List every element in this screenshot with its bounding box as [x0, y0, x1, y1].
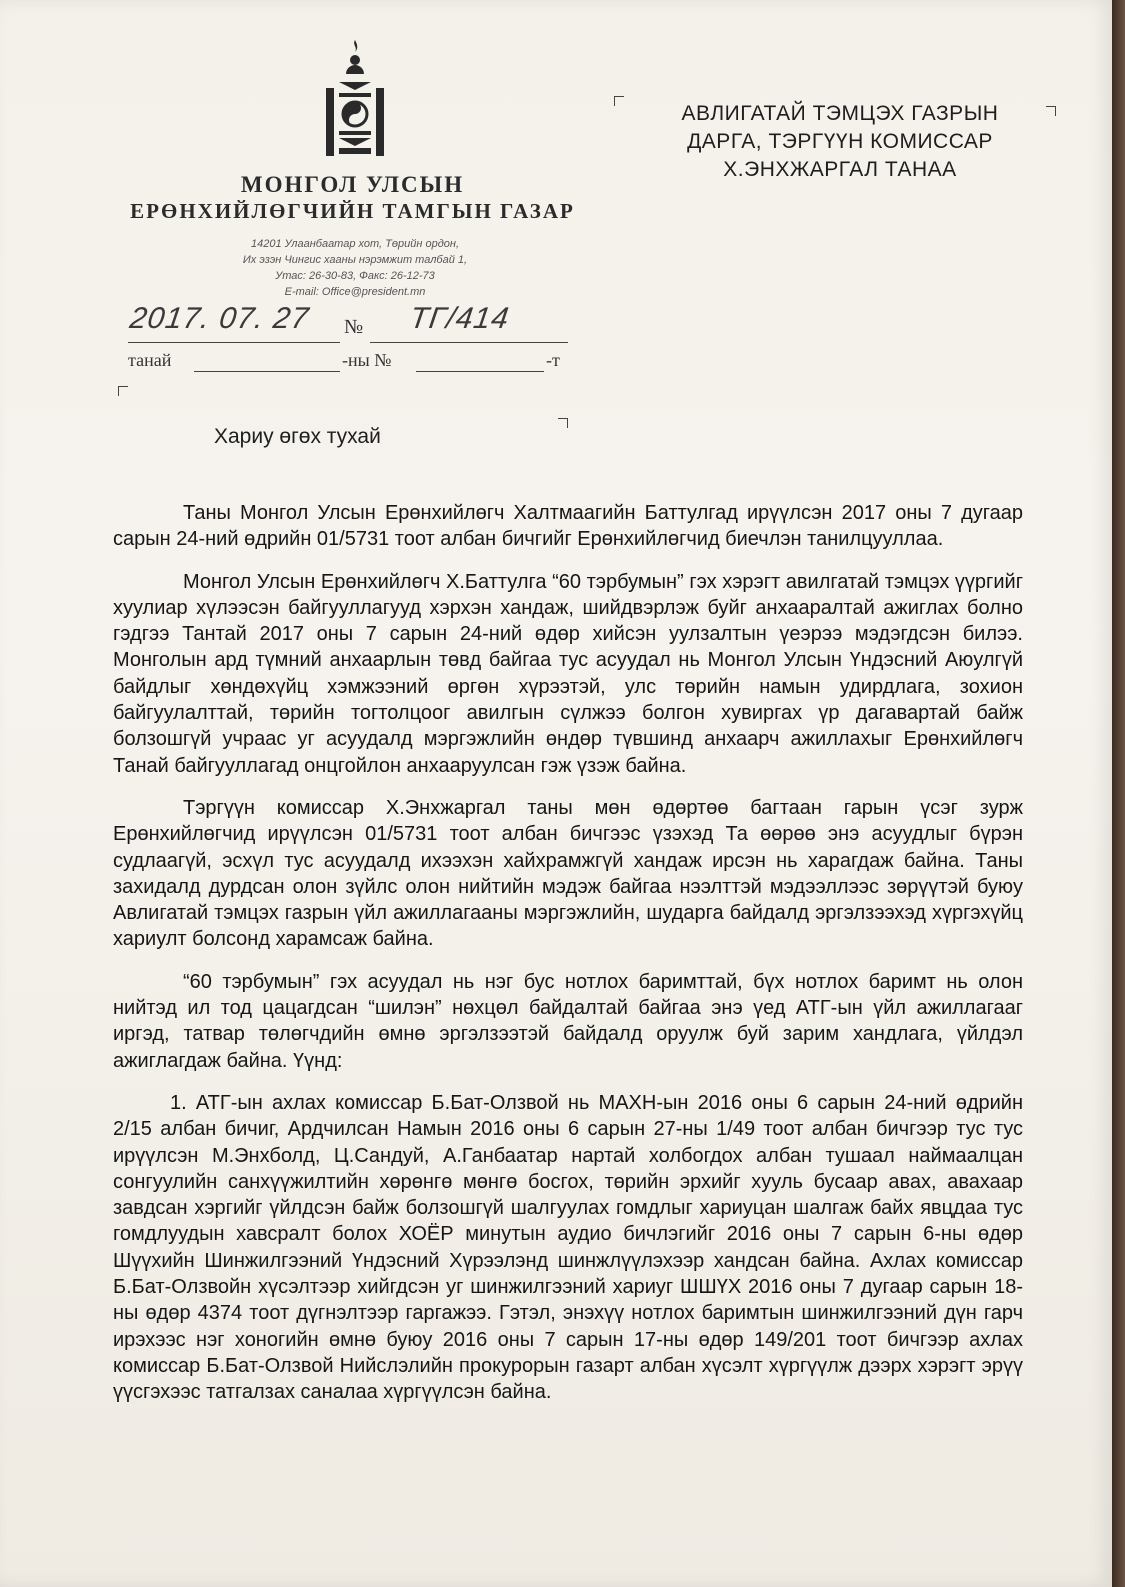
body-paragraph: Таны Монгол Улсын Ерөнхийлөгч Халтмаагийн Баттулгад ирүүлсэн 2017 оны 7 дугаар сарын 24-ний өдрийн 01/5731 тоот албан бичгийг Ерөнхийлөгчид биечлэн танилцууллаа. [113, 502, 1023, 551]
handwritten-number: ТГ/414 [407, 302, 512, 335]
issuer-line-1: МОНГОЛ УЛСЫН [240, 172, 465, 197]
body-paragraph: Монгол Улсын Ерөнхийлөгч Х.Баттулга “60 тэрбумын” гэх хэрэгт авилгатай тэмцэх үүргийг хуулиар хүлээсэн байгууллагууд хэрхэн хандаж, шийдвэрлэж буйг анхааралтай ажиглах болно гэдгээ Тантай 2017 оны 7 сарын 24-ний өдөр хийсэн уулзалтын үеэрээ мэдэгдсэн билээ. Монголын ард түмний анхаарлын төвд байгаа тус асуудал нь Монгол Улсын Үндэсний Аюулгүй байдлыг хөндөхүйц хэмжээний өргөн хүрээтэй, улс төрийн намын удирдлага, зохион байгуулалттай, төрийн тогтолцоог авилгын сүлжээ болгон хувиргах үр дагавартай байж болзошгүй учраас уг асуудалд мэргэжлийн өндөр түвшинд анхаарч ажиллахыг Ерөнхийлөгч Танай байгууллагад онцгойлон анхааруулсан гэж үзэж байна. [113, 570, 1023, 777]
bracket-corner [614, 96, 624, 106]
address-line: Их эзэн Чингис хааны нэрэмжит талбай 1, [242, 254, 468, 266]
body-list-item: 1. АТГ-ын ахлах комиссар Б.Бат-Олзвой нь МАХН-ын 2016 оны 6 сарын 24-ний өдрийн 2/15 албан бичиг, Ардчилсан Намын 2016 оны 6 сарын 27-ны 1/49 тоот албан бичгээр тус тус ирүүлсэн М.Энхболд, Ц.Сандуй, А.Ганбаатар нартай холбогдох албан тушаал наймаалцан сонгуулийн санхүүжилтийн хөрөнгө мөнгө босгох, төрийн эрхийг хууль бусаар авах, авахаар завдсан хэргийг үйлдсэн байж болзошгүй шалгуулах гомдлыг хариуцан шалгаж байх явцдаа тус гомдлуудын хавсралт болох ХОЁР минутын аудио бичлэгийг 2016 оны 7 сарын 6-ны өдөр Шүүхийн Шинжилгээний Үндэсний Хүрээлэнд шинжлүүлэхээр хандсан байна. Ахлах комиссар Б.Бат-Олзвойн хүсэлтээр хийгдсэн уг шинжилгээний хариуг ШШҮХ 2016 оны 7 дугаар сарын 18-ны өдөр 4374 тоот дүгнэлтээр гаргажээ. Гэтэл, энэхүү нотлох баримтын шинжилгээний дүн гарч ирэхээс нэг хоногийн өмнө буюу 2016 оны 7 сарын 17-ны өдөр 149/201 тоот бичгээр ахлах комиссар Б.Бат-Олзвой Нийслэлийн прокурорын газарт албан хүсэлт хүргүүлж дээрх хэрэгт эрүү үүсгэхээс татгалзах саналаа хүргүүлсэн байна. [113, 1091, 1023, 1404]
body-paragraph: “60 тэрбумын” гэх асуудал нь нэг бус нотлох баримттай, бүх нотлох баримт нь олон нийтэд ил тод цацагдсан “шилэн” нөхцөл байдалтай байгаа энэ үед АТГ-ын үйл ажиллагааг иргэд, татвар төлөгчдийн өмнө эргэлзээтэй байдалд оруулж буй зарим хандлага, үйлдэл ажиглагдаж байна. Үүнд: [113, 970, 1023, 1072]
number-sign: № [344, 316, 364, 338]
number-underline [370, 342, 568, 343]
your-date-underline [194, 371, 340, 372]
your-suffix: -т [546, 350, 560, 370]
page-edge-shadow [1112, 0, 1125, 1587]
issuer-address [200, 236, 510, 300]
reference-line [128, 302, 580, 346]
your-label: танай [128, 350, 172, 370]
subject-line: Хариу өгөх тухай [214, 425, 381, 448]
soyombo-emblem-icon [322, 38, 388, 162]
address-line: E-mail: Office@president.mn [284, 286, 426, 298]
addressee-line: Х.ЭНХЖАРГАЛ ТАНАА [723, 158, 957, 181]
issuer-line-2: ЕРӨНХИЙЛӨГЧИЙН ТАМГЫН ГАЗАР [130, 199, 575, 223]
bracket-corner [558, 418, 568, 428]
addressee-block [650, 100, 1030, 184]
your-number-underline [416, 371, 544, 372]
letter-body [113, 500, 1023, 1406]
addressee-line: ДАРГА, ТЭРГҮҮН КОМИССАР [687, 130, 993, 153]
date-underline [128, 342, 340, 343]
address-line: Утас: 26-30-83, Факс: 26-12-73 [275, 270, 435, 282]
your-number-label: -ны № [342, 350, 392, 370]
handwritten-date: 2017. 07. 27 [127, 302, 312, 335]
address-line: 14201 Улаанбаатар хот, Төрийн ордон, [250, 238, 460, 250]
addressee-line: АВЛИГАТАЙ ТЭМЦЭХ ГАЗРЫН [681, 102, 999, 125]
bracket-corner [1046, 106, 1056, 116]
body-paragraph: Тэргүүн комиссар Х.Энхжаргал таны мөн өдөртөө багтаан гарын үсэг зурж Ерөнхийлөгчид ирүүлсэн 01/5731 тоот албан бичгээс үзэхэд Та өөрөө энэ асуудлыг бүрэн судлаагүй, эсхүл тус асуудалд ихээхэн хайхрамжгүй хандаж ирсэн нь харагдаж байна. Таны захидалд дурдсан олон зүйлс олон нийтийн мэдэж байгаа нээлттэй мэдээллээс зөрүүтэй буюу Авлигатай тэмцэх газрын үйл ажиллагааны мэргэжлийн, шударга байдалд эргэлзээхэд хүргэхүйц хариулт болсонд харамсаж байна. [113, 796, 1023, 951]
issuer-title [100, 172, 605, 224]
bracket-corner [118, 386, 128, 396]
